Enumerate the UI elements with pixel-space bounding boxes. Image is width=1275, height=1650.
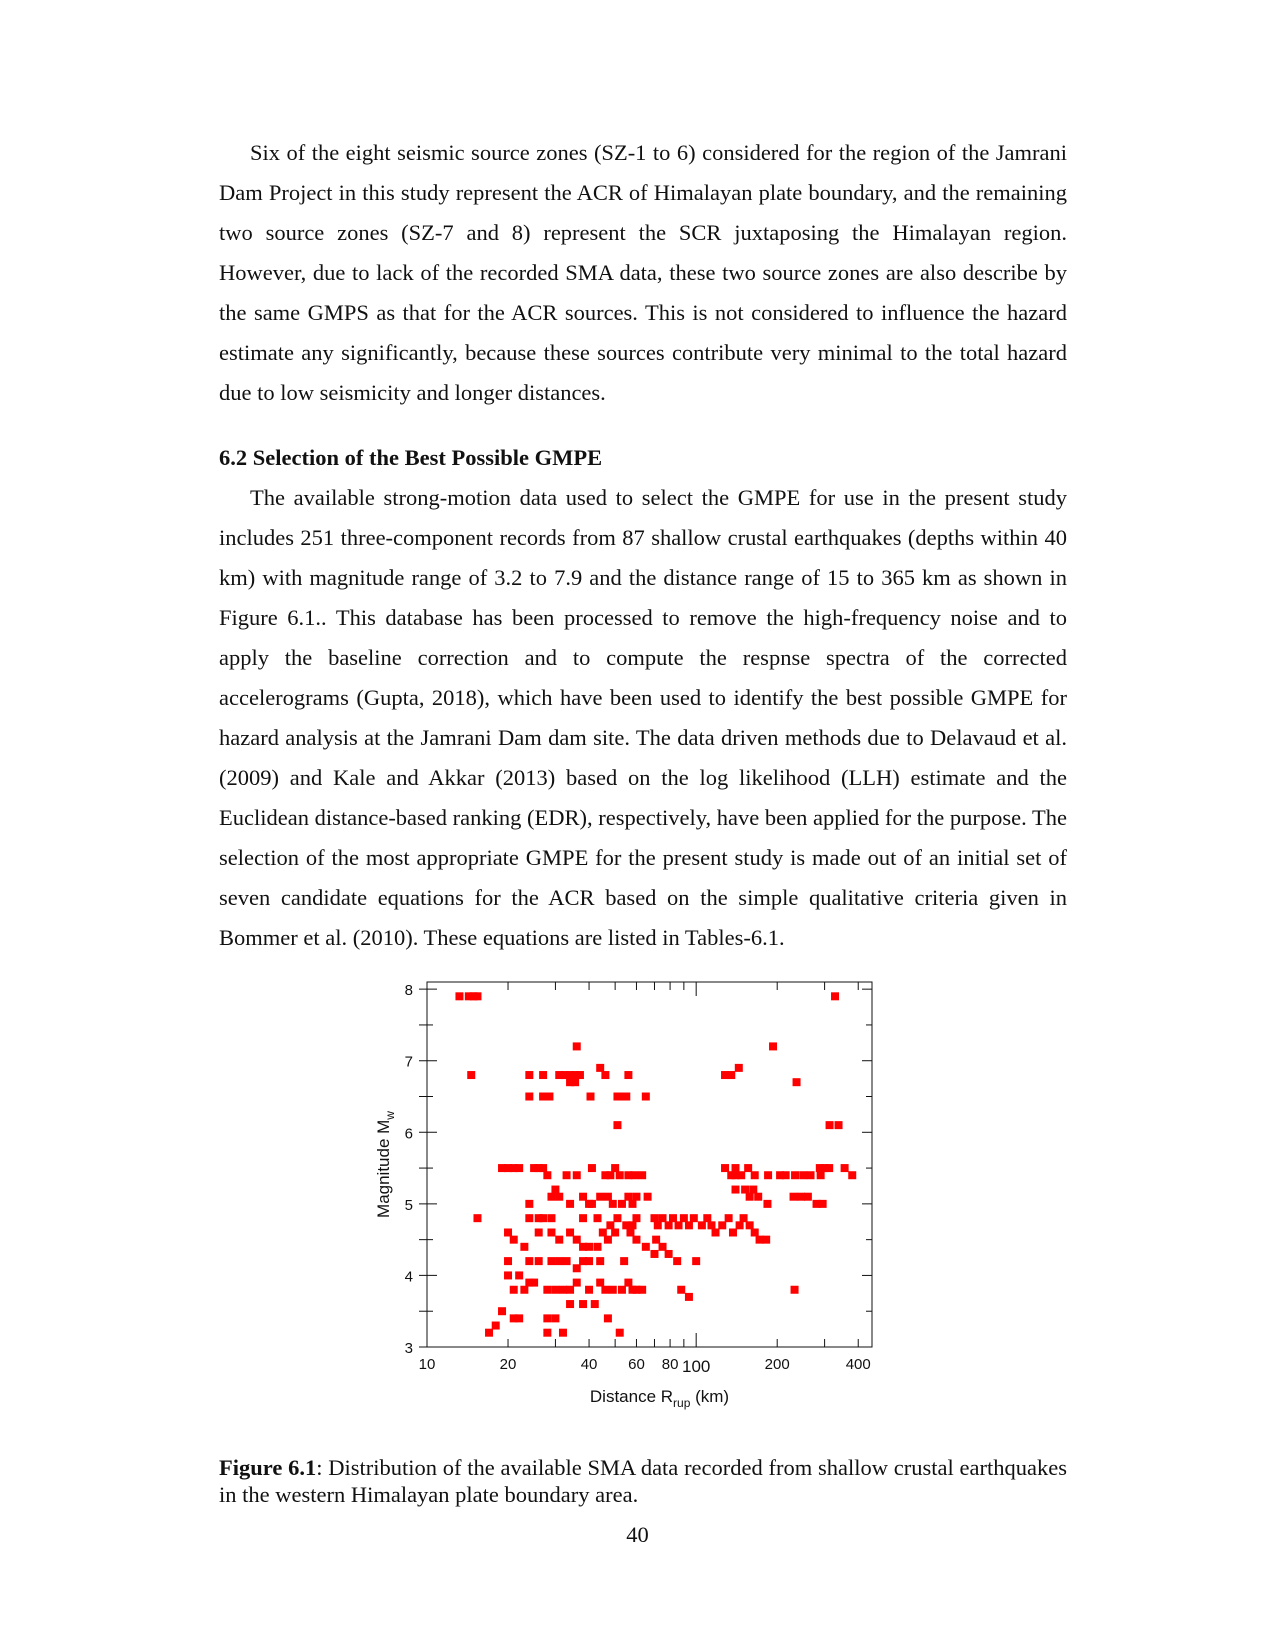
data-point <box>504 1228 512 1236</box>
x-tick-label: 20 <box>499 1356 517 1373</box>
data-point <box>848 1171 856 1179</box>
data-point <box>841 1164 849 1172</box>
data-point <box>685 1293 693 1301</box>
data-point <box>551 1314 559 1322</box>
data-point <box>515 1271 523 1279</box>
data-point <box>585 1286 593 1294</box>
data-point <box>510 1236 518 1244</box>
data-point <box>596 1279 604 1287</box>
caption-label: Figure 6.1 <box>219 1455 317 1480</box>
x-axis-label-main: Distance R <box>589 1387 674 1406</box>
data-point <box>751 1228 759 1236</box>
data-point <box>642 1093 650 1101</box>
data-point <box>515 1314 523 1322</box>
data-point <box>547 1214 555 1222</box>
data-point <box>467 1071 475 1079</box>
data-point <box>485 1329 493 1337</box>
data-point <box>525 1071 533 1079</box>
data-point <box>732 1164 740 1172</box>
data-point <box>525 1093 533 1101</box>
data-point <box>638 1286 646 1294</box>
data-point <box>579 1214 587 1222</box>
data-point <box>543 1171 551 1179</box>
data-point <box>650 1250 658 1258</box>
x-axis-label <box>590 1387 729 1410</box>
data-point <box>551 1186 559 1194</box>
data-point <box>591 1300 599 1308</box>
data-point <box>604 1314 612 1322</box>
y-axis-label <box>374 1111 397 1218</box>
data-point <box>804 1193 812 1201</box>
data-point <box>547 1193 555 1201</box>
data-point <box>539 1071 547 1079</box>
data-point <box>551 1286 559 1294</box>
data-point <box>555 1193 563 1201</box>
data-point <box>675 1221 683 1229</box>
data-point <box>618 1200 626 1208</box>
data-point <box>680 1214 688 1222</box>
data-point <box>455 992 463 1000</box>
data-point <box>547 1228 555 1236</box>
data-point <box>791 1286 799 1294</box>
data-point <box>677 1286 685 1294</box>
data-point <box>604 1236 612 1244</box>
data-point <box>799 1171 807 1179</box>
data-point <box>749 1186 757 1194</box>
data-point <box>782 1171 790 1179</box>
data-point <box>530 1279 538 1287</box>
data-point <box>626 1228 634 1236</box>
figure-caption <box>219 1454 1067 1508</box>
data-point <box>721 1164 729 1172</box>
data-point <box>525 1257 533 1265</box>
data-point <box>492 1322 500 1330</box>
x-tick-label: 200 <box>764 1356 790 1373</box>
data-point <box>628 1200 636 1208</box>
data-point <box>473 992 481 1000</box>
data-point <box>624 1071 632 1079</box>
data-point <box>618 1286 626 1294</box>
data-point <box>596 1257 604 1265</box>
data-point <box>732 1186 740 1194</box>
data-point <box>703 1214 711 1222</box>
x-tick-label: 100 <box>681 1357 711 1376</box>
data-point <box>712 1228 720 1236</box>
data-point <box>791 1171 799 1179</box>
data-point <box>606 1171 614 1179</box>
data-point <box>573 1264 581 1272</box>
figure-6-1 <box>370 970 910 1435</box>
data-point <box>790 1193 798 1201</box>
data-point <box>525 1214 533 1222</box>
data-point <box>520 1243 528 1251</box>
data-point <box>744 1164 752 1172</box>
data-point <box>573 1236 581 1244</box>
data-point <box>594 1243 602 1251</box>
data-point <box>793 1078 801 1086</box>
data-point <box>654 1221 662 1229</box>
data-point <box>632 1214 640 1222</box>
data-point <box>611 1164 619 1172</box>
data-point <box>613 1121 621 1129</box>
data-point <box>566 1286 574 1294</box>
data-point <box>504 1257 512 1265</box>
data-point <box>613 1214 621 1222</box>
data-point <box>604 1193 612 1201</box>
data-point <box>642 1243 650 1251</box>
data-point <box>566 1228 574 1236</box>
data-point <box>585 1243 593 1251</box>
data-point <box>746 1193 754 1201</box>
data-point <box>632 1236 640 1244</box>
plot-frame <box>427 982 872 1347</box>
data-points <box>455 992 856 1336</box>
data-point <box>588 1200 596 1208</box>
data-point <box>566 1200 574 1208</box>
y-tick-label: 4 <box>404 1268 413 1286</box>
y-tick-label: 6 <box>404 1125 413 1143</box>
data-point <box>817 1171 825 1179</box>
data-point <box>555 1257 563 1265</box>
data-point <box>609 1200 617 1208</box>
data-point <box>737 1171 745 1179</box>
data-point <box>539 1164 547 1172</box>
data-point <box>573 1042 581 1050</box>
data-point <box>579 1300 587 1308</box>
data-point <box>624 1279 632 1287</box>
data-point <box>665 1221 673 1229</box>
data-point <box>622 1093 630 1101</box>
data-point <box>587 1093 595 1101</box>
data-point <box>762 1236 770 1244</box>
data-point <box>746 1221 754 1229</box>
data-point <box>599 1228 607 1236</box>
data-point <box>611 1228 619 1236</box>
y-tick-label: 7 <box>404 1053 413 1071</box>
data-point <box>573 1171 581 1179</box>
data-point <box>628 1221 636 1229</box>
data-point <box>606 1221 614 1229</box>
data-point <box>543 1314 551 1322</box>
plot-border <box>427 982 872 1347</box>
data-point <box>659 1214 667 1222</box>
y-axis-ticks <box>405 982 872 1357</box>
section-heading: 6.2 Selection of the Best Possible GMPE <box>219 445 603 470</box>
data-point <box>751 1171 759 1179</box>
data-point <box>539 1214 547 1222</box>
data-point <box>735 1064 743 1072</box>
data-point <box>543 1286 551 1294</box>
data-point <box>596 1193 604 1201</box>
data-point <box>601 1286 609 1294</box>
data-point <box>620 1257 628 1265</box>
data-point <box>831 992 839 1000</box>
x-tick-label: 10 <box>418 1356 436 1373</box>
x-tick-label: 80 <box>661 1356 679 1373</box>
data-point <box>601 1071 609 1079</box>
y-tick-label: 5 <box>404 1196 413 1214</box>
data-point <box>763 1200 771 1208</box>
data-point <box>498 1307 506 1315</box>
data-point <box>571 1078 579 1086</box>
data-point <box>825 1164 833 1172</box>
y-axis-label-main: Magnitude M <box>374 1119 393 1218</box>
data-point <box>707 1221 715 1229</box>
data-point <box>835 1121 843 1129</box>
data-point <box>616 1171 624 1179</box>
data-point <box>630 1171 638 1179</box>
data-point <box>624 1193 632 1201</box>
data-point <box>588 1164 596 1172</box>
data-point <box>741 1186 749 1194</box>
data-point <box>669 1214 677 1222</box>
data-point <box>579 1193 587 1201</box>
data-point <box>638 1171 646 1179</box>
data-point <box>609 1286 617 1294</box>
scatter-chart <box>370 970 910 1430</box>
y-tick-label: 8 <box>404 982 413 1000</box>
data-point <box>729 1228 737 1236</box>
data-point <box>826 1121 834 1129</box>
data-point <box>563 1171 571 1179</box>
page-number: 40 <box>626 1522 649 1547</box>
data-point <box>718 1221 726 1229</box>
data-point <box>525 1200 533 1208</box>
data-point <box>520 1286 528 1294</box>
data-point <box>698 1221 706 1229</box>
data-point <box>819 1200 827 1208</box>
data-point <box>504 1271 512 1279</box>
data-point <box>573 1279 581 1287</box>
data-point <box>473 1214 481 1222</box>
data-point <box>535 1228 543 1236</box>
data-point <box>594 1214 602 1222</box>
data-point <box>725 1214 733 1222</box>
data-point <box>547 1257 555 1265</box>
data-point <box>692 1257 700 1265</box>
data-point <box>764 1171 772 1179</box>
x-axis-label-unit: (km) <box>690 1387 730 1406</box>
x-tick-label: 40 <box>580 1356 598 1373</box>
data-point <box>555 1236 563 1244</box>
data-point <box>754 1193 762 1201</box>
data-point <box>652 1236 660 1244</box>
y-tick-label: 3 <box>404 1340 413 1357</box>
data-point <box>797 1193 805 1201</box>
data-point <box>659 1243 667 1251</box>
data-point <box>559 1329 567 1337</box>
data-point <box>650 1214 658 1222</box>
data-point <box>769 1042 777 1050</box>
data-point <box>585 1257 593 1265</box>
paragraph-2: The available strong-motion data used to select the GMPE for use in the present study includes 251 three-component records from 87 shallow crustal earthquakes (depths within 40 km) with magnitude range of 3.2 to 7.9 and the distance range of 15 to 365 km as shown in Figure 6.1.. This database has been processed to remove the high-frequency noise and to apply the baseline correction and to compute the respnse spectra of the corrected accelerograms (Gupta, 2018), which have been used to identify the best possible GMPE for hazard analysis at the Jamrani Dam dam site. The data driven methods due to Delavaud et al. (2009) and Kale and Akkar (2013) based on the log likelihood (LLH) estimate and the Euclidean distance-based ranking (EDR), respectively, have been applied for the purpose. The selection of the most appropriate GMPE for the present study is made out of an initial set of seven candidate equations for the ACR based on the simple qualitative criteria given in Bommer et al. (2010). These equations are listed in Tables-6.1. <box>219 485 1067 950</box>
data-point <box>563 1257 571 1265</box>
x-axis-label-sub: rup <box>673 1396 691 1410</box>
x-tick-label: 400 <box>845 1356 871 1373</box>
data-point <box>510 1286 518 1294</box>
data-point <box>566 1300 574 1308</box>
data-point <box>740 1214 748 1222</box>
data-point <box>545 1093 553 1101</box>
data-point <box>665 1250 673 1258</box>
data-point <box>736 1221 744 1229</box>
data-point <box>559 1286 567 1294</box>
data-point <box>535 1257 543 1265</box>
caption-text: : Distribution of the available SMA data recorded from shallow crustal earthquakes in the western Himalayan plate boundary area. <box>219 1455 1067 1507</box>
x-tick-label: 60 <box>628 1356 645 1373</box>
data-point <box>690 1214 698 1222</box>
paragraph-1: Six of the eight seismic source zones (SZ-1 to 6) considered for the region of the Jamrani Dam Project in this study represent the ACR of Himalayan plate boundary, and the remaining two source zones (SZ-7 and 8) represent the SCR juxtaposing the Himalayan region. However, due to lack of the recorded SMA data, these two source zones are also describe by the same GMPS as that for the ACR sources. This is not considered to influence the hazard estimate any significantly, because these sources contribute very minimal to the total hazard due to low seismicity and longer distances. <box>219 140 1067 405</box>
data-point <box>632 1193 640 1201</box>
data-point <box>644 1193 652 1201</box>
data-point <box>515 1164 523 1172</box>
data-point <box>685 1221 693 1229</box>
data-point <box>727 1071 735 1079</box>
data-point <box>543 1329 551 1337</box>
data-point <box>673 1257 681 1265</box>
data-point <box>616 1329 624 1337</box>
data-point <box>596 1064 604 1072</box>
data-point <box>807 1171 815 1179</box>
y-axis-label-sub: w <box>383 1111 397 1120</box>
data-point <box>576 1071 584 1079</box>
